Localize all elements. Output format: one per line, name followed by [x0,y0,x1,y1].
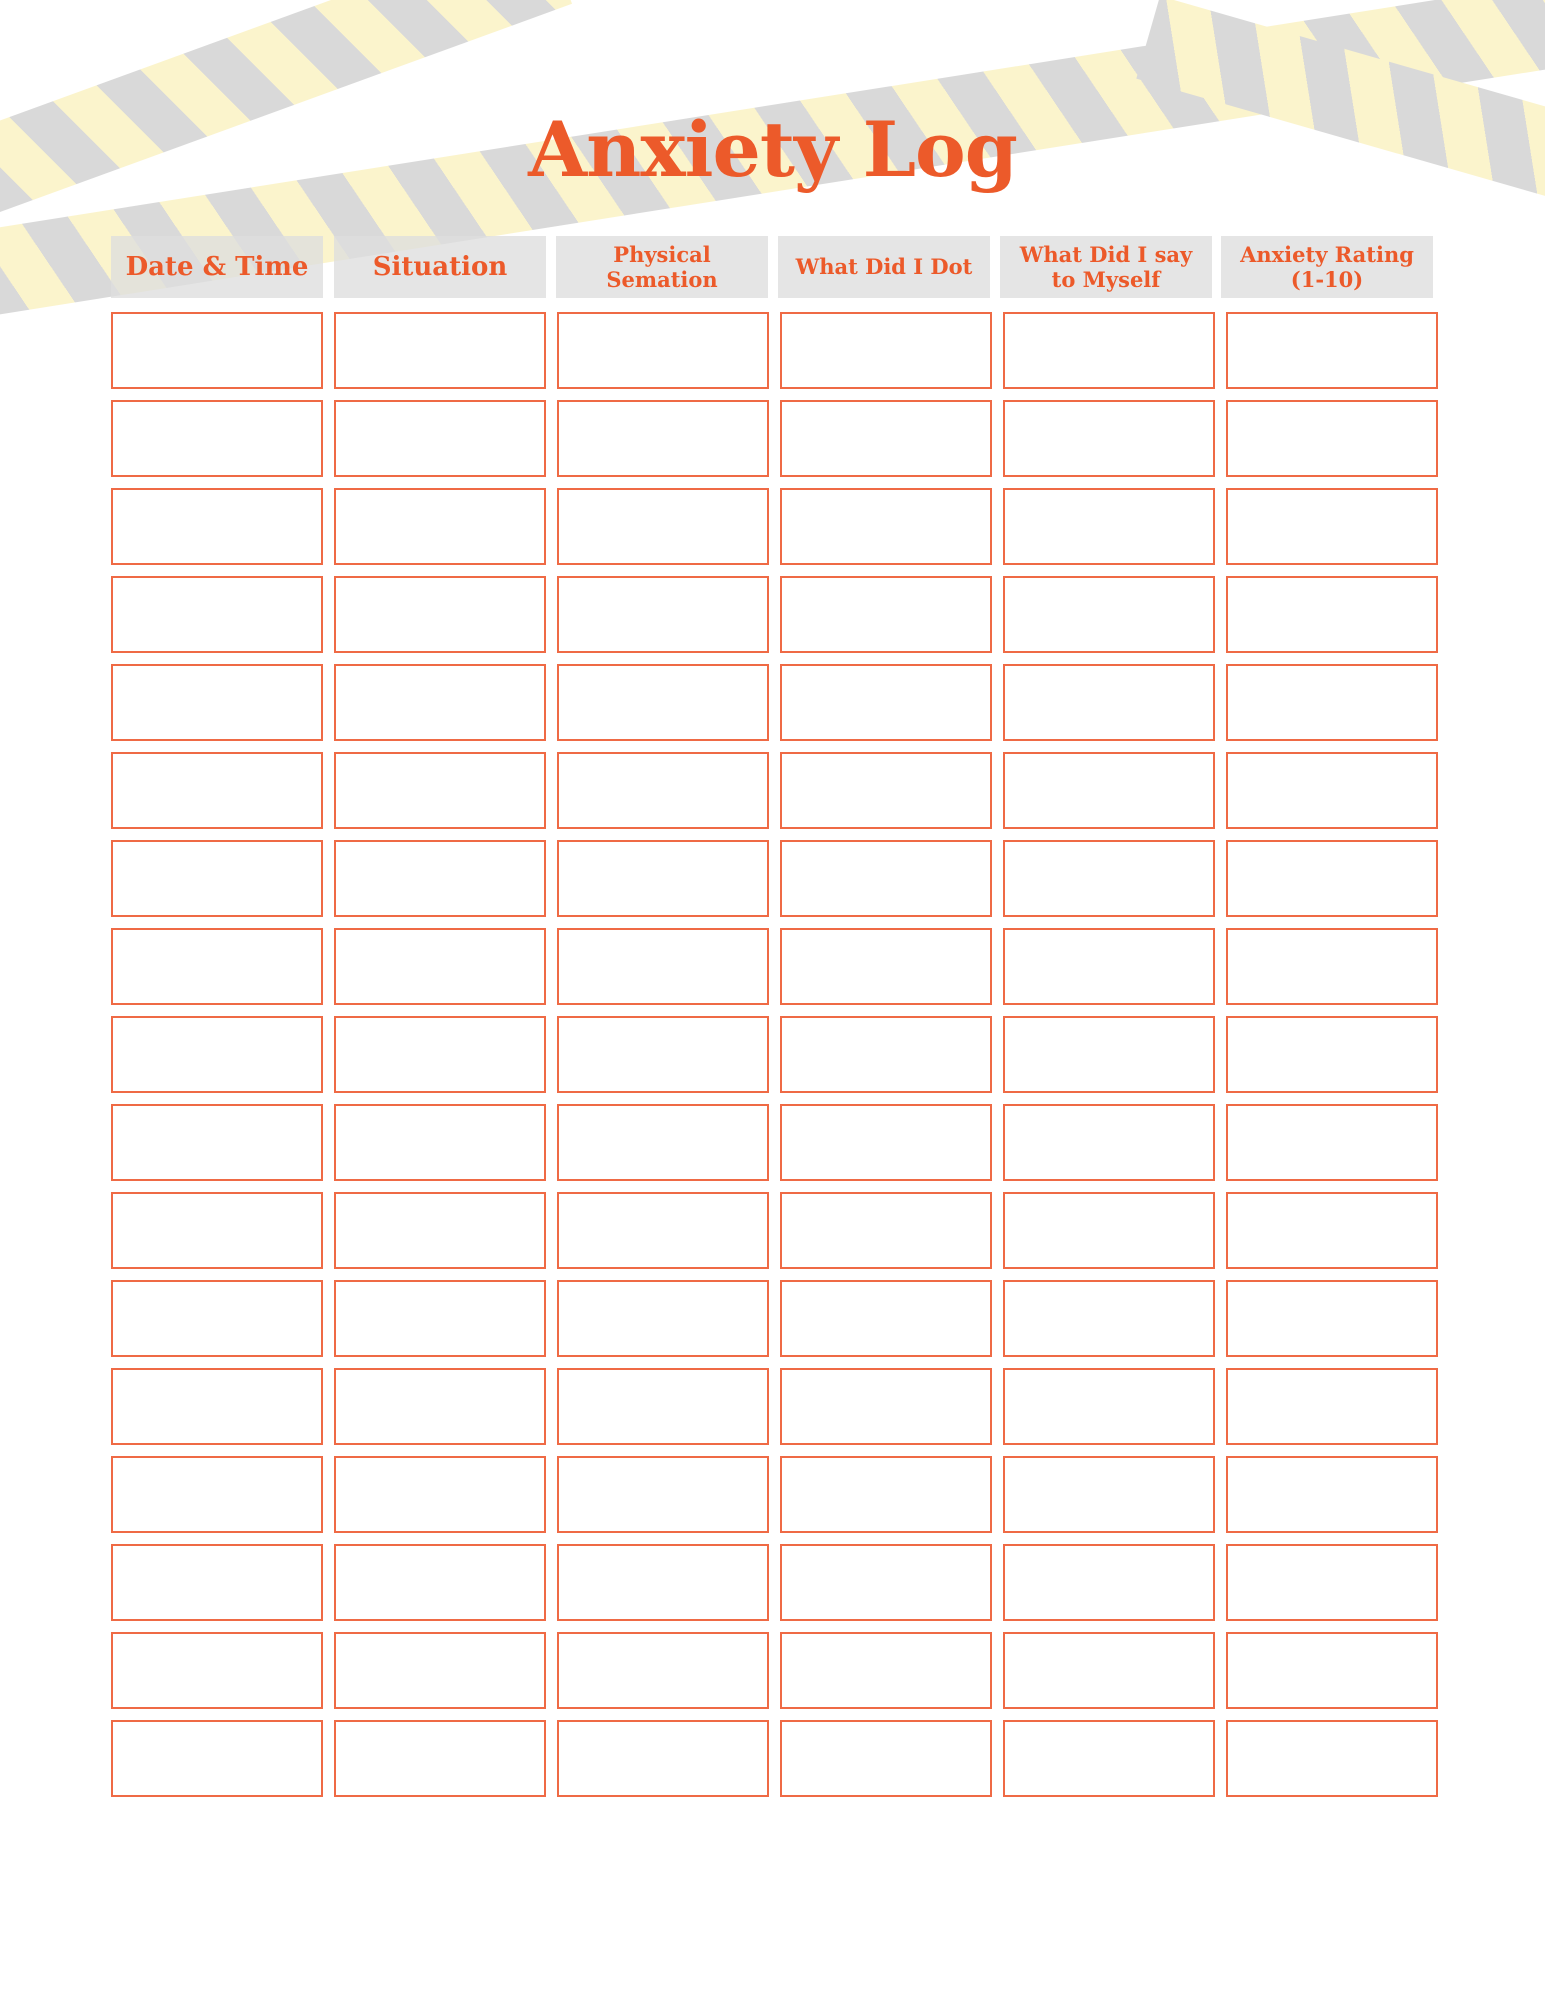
column-header-physical-sensation [556,236,768,298]
entry-cell-action[interactable] [780,1368,992,1445]
entry-cell-physical[interactable] [557,1632,769,1709]
log-row [111,1192,1438,1269]
entry-cell-self-talk[interactable] [1003,1280,1215,1357]
entry-cell-physical[interactable] [557,752,769,829]
log-row [111,1368,1438,1445]
entry-cell-self-talk[interactable] [1003,1016,1215,1093]
entry-cell-action[interactable] [780,1280,992,1357]
column-header-label: Situation [372,251,508,282]
entry-cell-self-talk[interactable] [1003,1104,1215,1181]
log-row [111,664,1438,741]
entry-cell-action[interactable] [780,752,992,829]
entry-cell-action[interactable] [780,1016,992,1093]
entry-cell-self-talk[interactable] [1003,928,1215,1005]
log-row [111,488,1438,565]
entry-cell-physical[interactable] [557,1104,769,1181]
entry-cell-physical[interactable] [557,1192,769,1269]
entry-cell-physical[interactable] [557,1456,769,1533]
entry-cell-action[interactable] [780,312,992,389]
entry-cell-situation[interactable] [334,400,546,477]
entry-cell-rating[interactable] [1226,576,1438,653]
entry-cell-situation[interactable] [334,664,546,741]
entry-cell-situation[interactable] [334,752,546,829]
entry-cell-date-time[interactable] [111,1632,323,1709]
entry-cell-physical[interactable] [557,312,769,389]
entry-cell-self-talk[interactable] [1003,1368,1215,1445]
entry-cell-rating[interactable] [1226,1632,1438,1709]
entry-cell-rating[interactable] [1226,1368,1438,1445]
column-header-label: What Did I say to Myself [1019,241,1193,292]
entry-cell-rating[interactable] [1226,752,1438,829]
entry-cell-rating[interactable] [1226,840,1438,917]
entry-cell-action[interactable] [780,400,992,477]
log-row [111,1016,1438,1093]
entry-cell-rating[interactable] [1226,312,1438,389]
entry-cell-physical[interactable] [557,928,769,1005]
entry-cell-action[interactable] [780,1456,992,1533]
entry-cell-physical[interactable] [557,840,769,917]
log-row [111,928,1438,1005]
log-row [111,1632,1438,1709]
log-row [111,1280,1438,1357]
entry-cell-rating[interactable] [1226,1104,1438,1181]
entry-cell-situation[interactable] [334,1456,546,1533]
entry-cell-rating[interactable] [1226,400,1438,477]
entry-cell-physical[interactable] [557,1544,769,1621]
column-header-label: What Did I Dot [795,254,973,280]
entry-cell-situation[interactable] [334,488,546,565]
entry-cell-date-time[interactable] [111,488,323,565]
entry-cell-rating[interactable] [1226,1720,1438,1797]
column-header-date-time [111,236,323,298]
entry-cell-physical[interactable] [557,1016,769,1093]
entry-cell-physical[interactable] [557,488,769,565]
entry-cell-date-time[interactable] [111,1280,323,1357]
entry-cell-situation[interactable] [334,928,546,1005]
entry-cell-self-talk[interactable] [1003,488,1215,565]
entry-cell-date-time[interactable] [111,1192,323,1269]
column-header-label: Physical Semation [606,241,718,292]
entry-cell-date-time[interactable] [111,840,323,917]
entry-cell-date-time[interactable] [111,928,323,1005]
entry-cell-action[interactable] [780,1104,992,1181]
entry-cell-date-time[interactable] [111,752,323,829]
entry-cell-action[interactable] [780,928,992,1005]
entry-cell-physical[interactable] [557,400,769,477]
entry-cell-self-talk[interactable] [1003,1720,1215,1797]
log-row [111,1720,1438,1797]
entry-cell-date-time[interactable] [111,1456,323,1533]
entry-cell-rating[interactable] [1226,1456,1438,1533]
log-entry-grid [111,312,1438,1808]
entry-cell-date-time[interactable] [111,1544,323,1621]
entry-cell-date-time[interactable] [111,1368,323,1445]
entry-cell-date-time[interactable] [111,1720,323,1797]
entry-cell-rating[interactable] [1226,928,1438,1005]
entry-cell-action[interactable] [780,1632,992,1709]
entry-cell-self-talk[interactable] [1003,1192,1215,1269]
entry-cell-situation[interactable] [334,1368,546,1445]
entry-cell-situation[interactable] [334,1104,546,1181]
entry-cell-situation[interactable] [334,1016,546,1093]
column-header-self-talk [1000,236,1212,298]
entry-cell-situation[interactable] [334,1192,546,1269]
entry-cell-date-time[interactable] [111,576,323,653]
entry-cell-situation[interactable] [334,1280,546,1357]
log-row [111,312,1438,389]
log-row [111,400,1438,477]
entry-cell-situation[interactable] [334,840,546,917]
entry-cell-date-time[interactable] [111,400,323,477]
entry-cell-date-time[interactable] [111,312,323,389]
entry-cell-physical[interactable] [557,1280,769,1357]
entry-cell-physical[interactable] [557,1720,769,1797]
log-row [111,1544,1438,1621]
entry-cell-situation[interactable] [334,1720,546,1797]
entry-cell-date-time[interactable] [111,664,323,741]
entry-cell-situation[interactable] [334,312,546,389]
entry-cell-self-talk[interactable] [1003,1456,1215,1533]
entry-cell-rating[interactable] [1226,1544,1438,1621]
entry-cell-rating[interactable] [1226,1192,1438,1269]
entry-cell-self-talk[interactable] [1003,312,1215,389]
log-row [111,576,1438,653]
entry-cell-self-talk[interactable] [1003,400,1215,477]
log-row [111,1104,1438,1181]
entry-cell-physical[interactable] [557,1368,769,1445]
entry-cell-rating[interactable] [1226,1280,1438,1357]
page-title: Anxiety Log [528,105,1017,194]
entry-cell-physical[interactable] [557,664,769,741]
entry-cell-situation[interactable] [334,576,546,653]
column-header-situation [334,236,546,298]
entry-cell-rating[interactable] [1226,664,1438,741]
entry-cell-self-talk[interactable] [1003,840,1215,917]
entry-cell-situation[interactable] [334,1544,546,1621]
log-row [111,840,1438,917]
entry-cell-action[interactable] [780,1192,992,1269]
entry-cell-self-talk[interactable] [1003,1632,1215,1709]
column-header-label: Date & Time [125,251,309,282]
entry-cell-situation[interactable] [334,1632,546,1709]
column-header-what-did-i-do [778,236,990,298]
entry-cell-date-time[interactable] [111,1016,323,1093]
log-row [111,752,1438,829]
log-row [111,1456,1438,1533]
entry-cell-rating[interactable] [1226,488,1438,565]
entry-cell-action[interactable] [780,664,992,741]
entry-cell-self-talk[interactable] [1003,576,1215,653]
entry-cell-self-talk[interactable] [1003,1544,1215,1621]
entry-cell-action[interactable] [780,576,992,653]
entry-cell-action[interactable] [780,1544,992,1621]
entry-cell-action[interactable] [780,488,992,565]
column-header-anxiety-rating [1221,236,1433,298]
entry-cell-date-time[interactable] [111,1104,323,1181]
column-header-label: Anxiety Rating (1-10) [1240,241,1414,292]
entry-cell-physical[interactable] [557,576,769,653]
entry-cell-self-talk[interactable] [1003,752,1215,829]
entry-cell-action[interactable] [780,1720,992,1797]
entry-cell-rating[interactable] [1226,1016,1438,1093]
entry-cell-action[interactable] [780,840,992,917]
entry-cell-self-talk[interactable] [1003,664,1215,741]
